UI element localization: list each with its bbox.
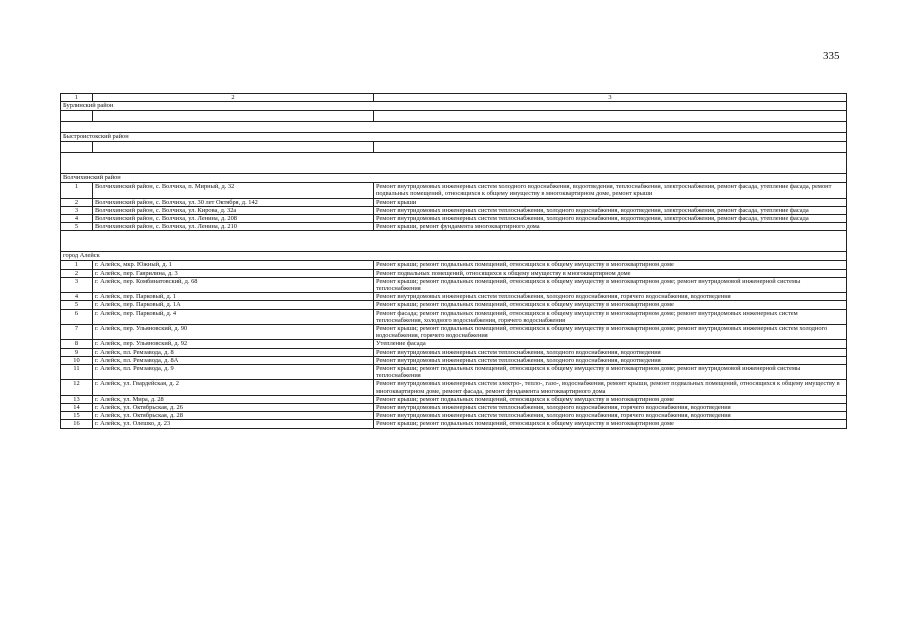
row-address: г. Алейск, пер. Комбинатовский, д. 68	[93, 277, 374, 292]
row-works: Ремонт крыши; ремонт подвальных помещений, относящихся к общему имуществу в многоквартирном доме	[374, 395, 847, 403]
gap-row	[61, 231, 847, 242]
blank-cell	[93, 111, 374, 122]
gap-row	[61, 153, 847, 164]
row-number: 6	[61, 309, 93, 324]
section-title: Быстроистокский район	[61, 133, 847, 142]
row-works: Ремонт крыши; ремонт подвальных помещений, относящихся к общему имуществу в многоквартирном доме; ремонт внутридомовой инженерной системы теплоснабжения	[374, 365, 847, 380]
row-number: 3	[61, 277, 93, 292]
table-row	[61, 269, 847, 277]
row-number: 14	[61, 404, 93, 412]
row-number: 13	[61, 395, 93, 403]
gap-row	[61, 122, 847, 133]
table-row	[61, 183, 847, 198]
blank-cell	[61, 111, 93, 122]
blank-cell	[374, 111, 847, 122]
table-body	[61, 94, 847, 429]
blank-row	[61, 111, 847, 122]
row-works: Ремонт крыши	[374, 198, 847, 206]
row-address: Волчихинский район, с. Волчиха, ул. Кирова, д. 32а	[93, 206, 374, 214]
row-number: 1	[61, 261, 93, 269]
row-works: Ремонт внутридомовых инженерных систем теплоснабжения, холодного водоснабжения, водоотведения	[374, 356, 847, 364]
row-works: Ремонт внутридомовых инженерных систем теплоснабжения, холодного водоснабжения, горячего водоснабжения, водоотведения	[374, 293, 847, 301]
header-cell-works: 3	[374, 94, 847, 102]
row-works: Утепление фасада	[374, 340, 847, 348]
gap-cell	[61, 153, 847, 164]
row-number: 8	[61, 340, 93, 348]
table-row	[61, 380, 847, 395]
row-works: Ремонт крыши; ремонт подвальных помещений, относящихся к общему имуществу в многоквартирном доме	[374, 420, 847, 428]
table-row	[61, 340, 847, 348]
gap-cell	[61, 163, 847, 174]
page-number: 335	[823, 50, 840, 62]
row-works: Ремонт внутридомовых инженерных систем теплоснабжения, холодного водоснабжения, водоотведения, электроснабжения, ремонт фасада, утепление фасада	[374, 206, 847, 214]
row-address: Волчихинский район, с. Волчиха, ул. Ленина, д. 208	[93, 215, 374, 223]
table-row	[61, 223, 847, 231]
table-row	[61, 301, 847, 309]
section-title: Волчихинский район	[61, 174, 847, 183]
gap-row	[61, 241, 847, 252]
row-address: г. Алейск, пер. Парковый, д. 4	[93, 309, 374, 324]
table-row	[61, 293, 847, 301]
row-works: Ремонт внутридомовых инженерных систем холодного водоснабжения, водоотведения, теплоснабжения, электроснабжения, ремонт фасада, утепление фасада, ремонт подвальных помещений, относящихся к общему имуществу в многоквартирном доме, ремонт крыши	[374, 183, 847, 198]
table-row	[61, 395, 847, 403]
section-title-row	[61, 252, 847, 261]
row-works: Ремонт крыши; ремонт подвальных помещений, относящихся к общему имуществу в многоквартирном доме; ремонт внутридомовой инженерной системы теплоснабжения	[374, 277, 847, 292]
row-address: г. Алейск, ул. Мира, д. 28	[93, 395, 374, 403]
header-cell-number: 1	[61, 94, 93, 102]
table-row	[61, 198, 847, 206]
row-address: г. Алейск, ул. Олешко, д. 23	[93, 420, 374, 428]
blank-cell	[93, 142, 374, 153]
row-number: 10	[61, 356, 93, 364]
row-address: г. Алейск, пер. Ульяновский, д. 92	[93, 340, 374, 348]
section-title-row	[61, 102, 847, 111]
section-title: город Алейск	[61, 252, 847, 261]
table-row	[61, 261, 847, 269]
row-works: Ремонт крыши, ремонт фундамента многоквартирного дома	[374, 223, 847, 231]
row-works: Ремонт внутридомовых инженерных систем теплоснабжения, холодного водоснабжения, горячего водоснабжения, водоотведения	[374, 412, 847, 420]
table-row	[61, 309, 847, 324]
row-number: 5	[61, 301, 93, 309]
row-number: 15	[61, 412, 93, 420]
row-address: г. Алейск, пл. Ремзавода, д. 8	[93, 348, 374, 356]
gap-row	[61, 163, 847, 174]
row-address: Волчихинский район, с. Волчиха, п. Мирный, д. 32	[93, 183, 374, 198]
gap-cell	[61, 231, 847, 242]
row-number: 4	[61, 215, 93, 223]
header-row	[61, 94, 847, 102]
header-cell-address: 2	[93, 94, 374, 102]
row-address: г. Алейск, пер. Ульяновский, д. 90	[93, 325, 374, 340]
row-address: г. Алейск, пер. Парковый, д. 1	[93, 293, 374, 301]
table-row	[61, 356, 847, 364]
row-works: Ремонт внутридомовых инженерных систем теплоснабжения, холодного водоснабжения, горячего водоснабжения, водоотведения	[374, 404, 847, 412]
table-row	[61, 412, 847, 420]
row-works: Ремонт фасада; ремонт подвальных помещений, относящихся к общему имуществу в многоквартирном доме; ремонт внутридомовых инженерных систем теплоснабжения, холодного водоснабжения, горячего водоснабжения	[374, 309, 847, 324]
row-number: 12	[61, 380, 93, 395]
gap-cell	[61, 241, 847, 252]
row-address: г. Алейск, ул. Гвардейская, д. 2	[93, 380, 374, 395]
row-works: Ремонт подвальных помещений, относящихся к общему имуществу в многоквартирном доме	[374, 269, 847, 277]
row-number: 2	[61, 198, 93, 206]
row-number: 2	[61, 269, 93, 277]
table-row	[61, 404, 847, 412]
row-works: Ремонт внутридомовых инженерных систем теплоснабжения, холодного водоснабжения, водоотведения	[374, 348, 847, 356]
row-address: г. Алейск, ул. Октябрьская, д. 26	[93, 404, 374, 412]
section-title: Бурлинский район	[61, 102, 847, 111]
blank-cell	[61, 142, 93, 153]
row-number: 3	[61, 206, 93, 214]
table-row	[61, 215, 847, 223]
row-address: г. Алейск, пер. Гаврилина, д. 3	[93, 269, 374, 277]
gap-cell	[61, 122, 847, 133]
row-address: г. Алейск, пл. Ремзавода, д. 8А	[93, 356, 374, 364]
table-row	[61, 420, 847, 428]
row-number: 11	[61, 365, 93, 380]
repair-list-table	[60, 93, 847, 429]
row-number: 16	[61, 420, 93, 428]
row-address: г. Алейск, мкр. Южный, д. 1	[93, 261, 374, 269]
row-address: г. Алейск, пер. Парковый, д. 1А	[93, 301, 374, 309]
table-row	[61, 206, 847, 214]
blank-row	[61, 142, 847, 153]
row-address: Волчихинский район, с. Волчиха, ул. 30 лет Октября, д. 142	[93, 198, 374, 206]
row-works: Ремонт крыши; ремонт подвальных помещений, относящихся к общему имуществу в многоквартирном доме; ремонт внутридомовых инженерных систем холодного водоснабжения, горячего водоснабжения	[374, 325, 847, 340]
row-address: г. Алейск, ул. Октябрьская, д. 28	[93, 412, 374, 420]
table-row	[61, 325, 847, 340]
row-works: Ремонт внутридомовых инженерных систем теплоснабжения, холодного водоснабжения, водоотведения, электроснабжения, ремонт фасада, утепление фасада	[374, 215, 847, 223]
row-works: Ремонт внутридомовых инженерных систем электро-, тепло-, газо-, водоснабжения, ремонт крыши, ремонт подвальных помещений, относящихся к общему имуществу в многоквартирном доме, ремонт фасада, ремонт фундамента многоквартирного дома	[374, 380, 847, 395]
row-number: 1	[61, 183, 93, 198]
row-number: 4	[61, 293, 93, 301]
table-row	[61, 365, 847, 380]
table-row	[61, 277, 847, 292]
row-number: 9	[61, 348, 93, 356]
section-title-row	[61, 174, 847, 183]
section-title-row	[61, 133, 847, 142]
table-row	[61, 348, 847, 356]
row-number: 7	[61, 325, 93, 340]
row-number: 5	[61, 223, 93, 231]
row-works: Ремонт крыши; ремонт подвальных помещений, относящихся к общему имуществу в многоквартирном доме	[374, 301, 847, 309]
row-address: г. Алейск, пл. Ремзавода, д. 9	[93, 365, 374, 380]
blank-cell	[374, 142, 847, 153]
row-address: Волчихинский район, с. Волчиха, ул. Ленина, д. 210	[93, 223, 374, 231]
row-works: Ремонт крыши; ремонт подвальных помещений, относящихся к общему имуществу в многоквартирном доме	[374, 261, 847, 269]
